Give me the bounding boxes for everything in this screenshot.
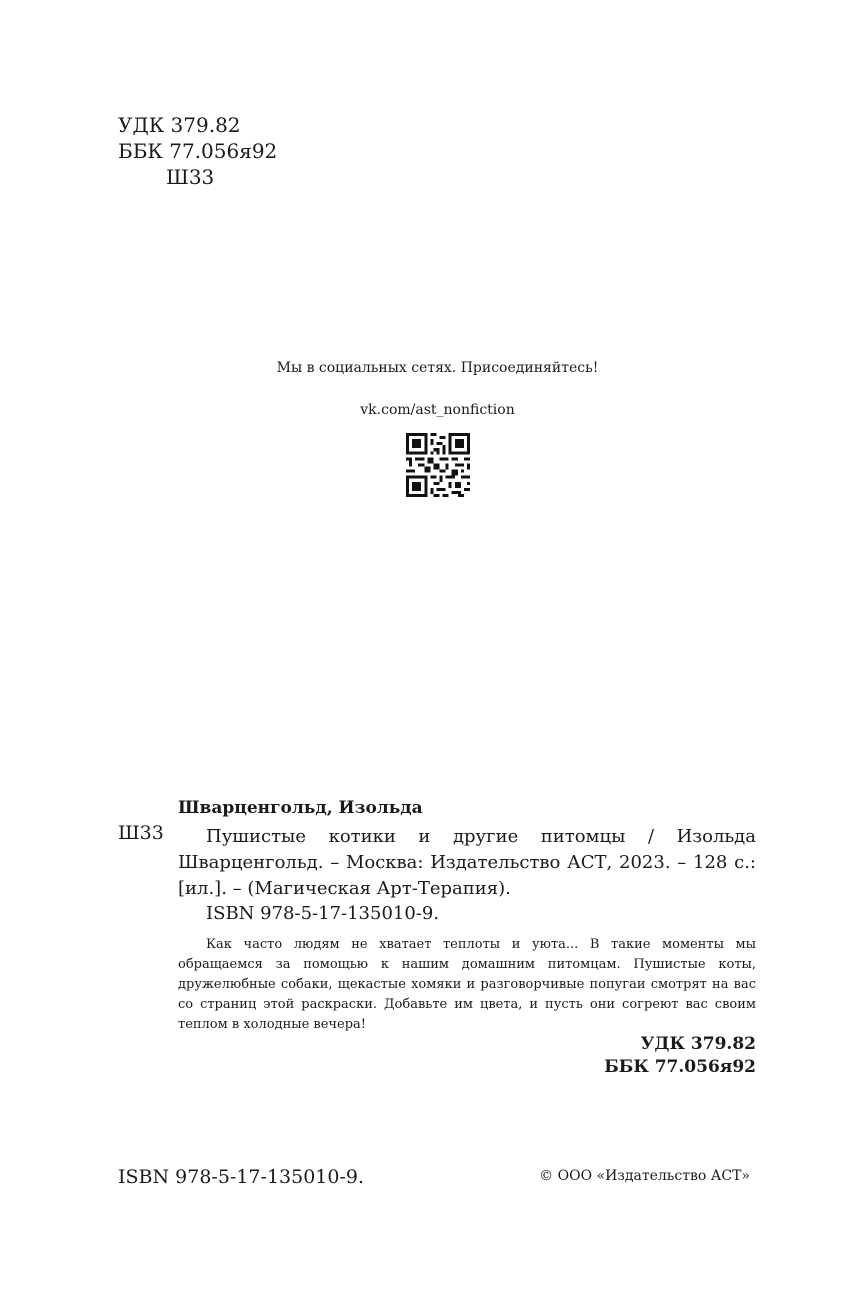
top-author-sign: Ш33 — [166, 165, 215, 189]
card-bbk: ББК 77.056я92 — [604, 1057, 756, 1077]
card-annotation: Как часто людям не хватает теплоты и уюта... В такие моменты мы обращаемся за помощью к нашим домашним питомцам. Пушистые коты, дружелюбные собаки, щекастые хомяки и разговорчивые попугаи смотрят на вас со страниц этой раскраски. Добавьте им цвета, и пусть они согреют вас своим теплом в холодные вечера! — [178, 937, 756, 1032]
card-title-description: Пушистые котики и другие питомцы / Изольда Шварценгольд. – Москва: Издательство АСТ, 2023. – 128 с.: [ил.]. – (Магическая Арт-Терапия). — [178, 826, 756, 899]
top-classification-codes — [118, 112, 277, 190]
card-author-sign: Ш33 — [118, 822, 164, 844]
card-udk: УДК 379.82 — [640, 1034, 756, 1054]
card-classification-codes — [500, 1033, 756, 1079]
footer-copyright: © ООО «Издательство АСТ» — [539, 1168, 750, 1184]
qr-code-icon[interactable] — [406, 433, 470, 497]
top-udk: УДК 379.82 — [118, 113, 241, 137]
card-isbn: ISBN 978-5-17-135010-9. — [206, 903, 440, 924]
card-author: Шварценгольд, Изольда — [178, 798, 423, 818]
top-bbk: ББК 77.056я92 — [118, 139, 278, 163]
social-heading: Мы в социальных сетях. Присоединяйтесь! — [276, 360, 599, 376]
vk-link[interactable]: vk.com/ast_nonfiction — [360, 402, 515, 418]
footer-isbn: ISBN 978-5-17-135010-9. — [118, 1166, 365, 1188]
